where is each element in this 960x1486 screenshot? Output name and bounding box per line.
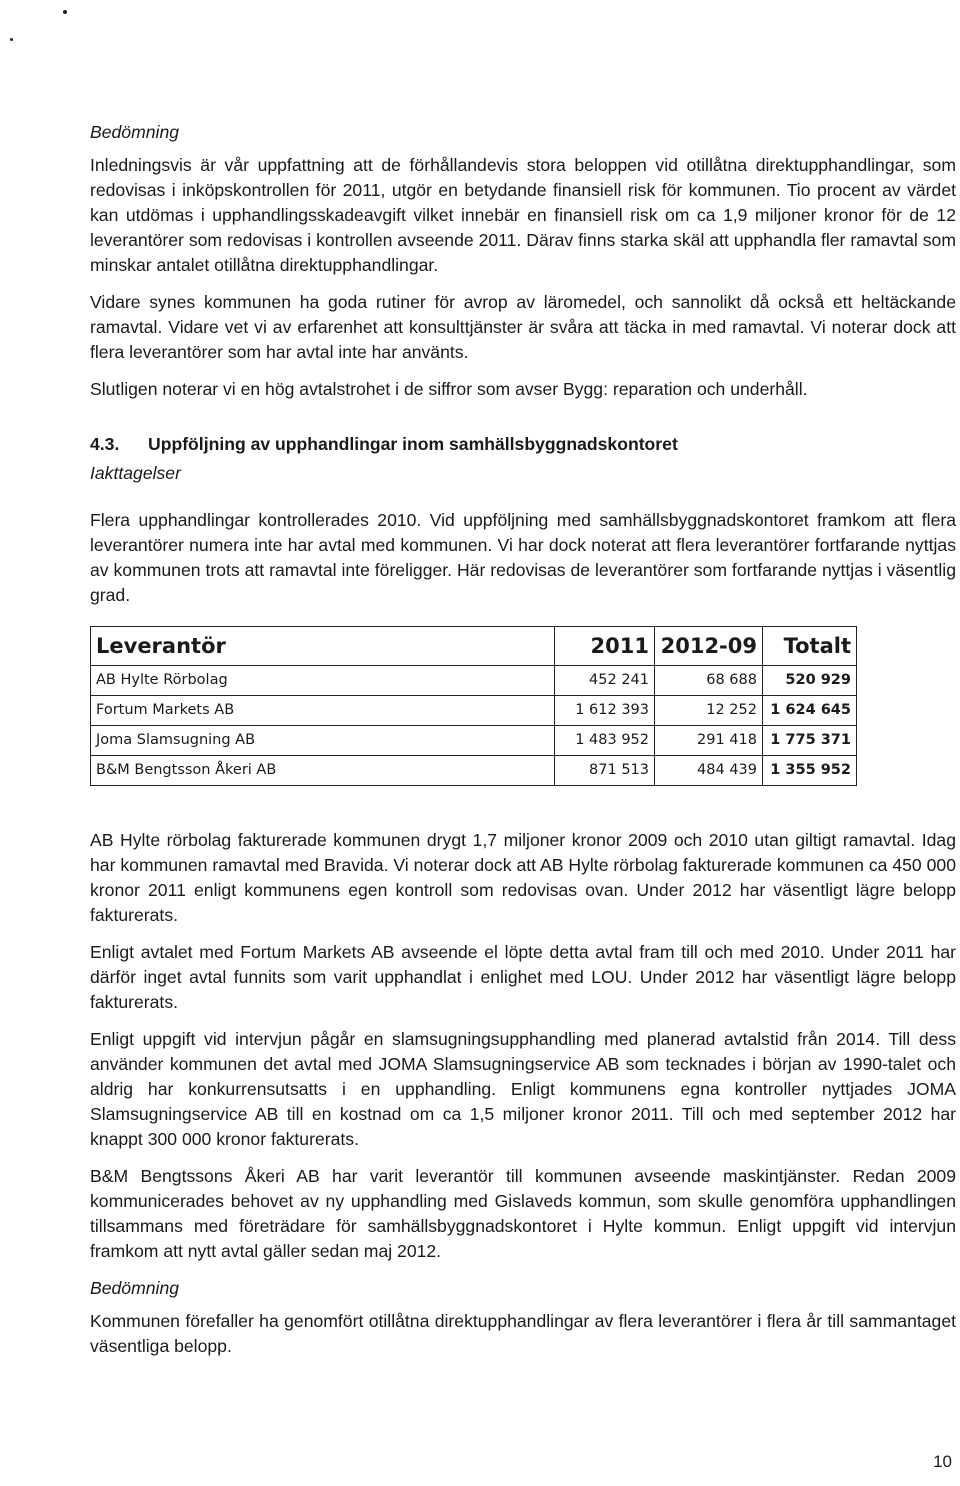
intro-paragraph-1: Inledningsvis är vår uppfattning att de förhållandevis stora beloppen vid otillåtna direktupphandlingar, som redovisas i inköpskontrollen för 2011, utgör en betydande finansiell risk för kommunen. Tio procent av värdet kan utdömas i upphandlingsskadeavgift vilket innebär en finansiell risk om ca 1,9 miljoner kronor för de 12 leverantörer som redovisas i kontrollen avseende 2011. Därav finns starka skäl att upphandla fler ramavtal som minskar antalet otillåtna direktupphandlingar. — [90, 155, 956, 275]
value-2012-09: 68 688 — [655, 666, 763, 696]
document-page — [90, 120, 956, 1371]
body-paragraph-bengtsson: B&M Bengtssons Åkeri AB har varit leverantör till kommunen avseende maskintjänster. Redan 2009 kommunicerades behovet av ny upphandling med Gislaveds kommun, som skulle genomföra upphandlingen tillsammans med företrädare för samhällsbyggnadskontoret i Hylte kommun. Enligt uppgift vid intervjun framkom att nytt avtal gäller sedan maj 2012. — [90, 1166, 956, 1261]
scan-dot-left — [10, 38, 13, 41]
value-2011: 871 513 — [555, 756, 655, 786]
supplier-name: AB Hylte Rörbolag — [91, 666, 555, 696]
supplier-name: Fortum Markets AB — [91, 696, 555, 726]
supplier-name: Joma Slamsugning AB — [91, 726, 555, 756]
value-total: 520 929 — [763, 666, 857, 696]
value-2011: 1 612 393 — [555, 696, 655, 726]
table-row — [91, 726, 857, 756]
section-intro-paragraph: Flera upphandlingar kontrollerades 2010. Vid uppföljning med samhällsbyggnadskontoret framkom att flera leverantörer numera inte har avtal med kommunen. Vi har dock noterat att flera leverantörer fortfarande nyttjas av kommunen trots att ramavtal inte föreligger. Här redovisas de leverantörer som fortfarande nyttjas i väsentlig grad. — [90, 510, 956, 605]
value-2012-09: 484 439 — [655, 756, 763, 786]
value-total: 1 775 371 — [763, 726, 857, 756]
supplier-name: B&M Bengtsson Åkeri AB — [91, 756, 555, 786]
table-header-row — [91, 627, 857, 666]
body-paragraph-fortum: Enligt avtalet med Fortum Markets AB avseende el löpte detta avtal fram till och med 2010. Under 2011 har därför inget avtal funnits som varit upphandlat i enlighet med LOU. Under 2012 har väsentligt lägre belopp fakturerats. — [90, 942, 956, 1012]
supplier-table — [90, 626, 857, 786]
body-paragraph-joma: Enligt uppgift vid intervjun pågår en slamsugningsupphandling med planerad avtalstid från 2014. Till dess använder kommunen det avtal med JOMA Slamsugningservice AB som tecknades i början av 1990-talet och aldrig har konkurrensutsatts i en upphandling. Enligt kommunens egna kontroller nyttjades JOMA Slamsugningservice AB till en kostnad om ca 1,5 miljoner kronor 2011. Till och med september 2012 har knappt 300 000 kronor fakturerats. — [90, 1029, 956, 1149]
section-number: 4.3. — [90, 434, 120, 454]
assessment-heading: Bedömning — [90, 1278, 180, 1298]
table-row — [91, 666, 857, 696]
header-2011: 2011 — [555, 627, 655, 666]
value-2011: 452 241 — [555, 666, 655, 696]
value-2011: 1 483 952 — [555, 726, 655, 756]
header-2012-09: 2012-09 — [655, 627, 763, 666]
value-total: 1 355 952 — [763, 756, 857, 786]
table-row — [91, 756, 857, 786]
intro-paragraph-3: Slutligen noterar vi en hög avtalstrohet i de siffror som avser Bygg: reparation och underhåll. — [90, 379, 808, 399]
header-supplier: Leverantör — [91, 627, 555, 666]
section-heading — [90, 432, 956, 457]
value-2012-09: 291 418 — [655, 726, 763, 756]
scan-dot-top — [63, 10, 67, 14]
intro-paragraph-2: Vidare synes kommunen ha goda rutiner för avrop av läromedel, och sannolikt då också ett heltäckande ramavtal. Vidare vet vi av erfarenhet att konsulttjänster är svåra att täcka in med ramavtal. Vi noterar dock att flera leverantörer som har avtal inte har använts. — [90, 292, 956, 362]
table-row — [91, 696, 857, 726]
value-2012-09: 12 252 — [655, 696, 763, 726]
assessment-paragraph: Kommunen förefaller ha genomfört otillåtna direktupphandlingar av flera leverantörer i flera år till sammantaget väsentliga belopp. — [90, 1311, 956, 1356]
section-title: Uppföljning av upphandlingar inom samhällsbyggnadskontoret — [148, 434, 678, 454]
body-paragraph-hylte: AB Hylte rörbolag fakturerade kommunen drygt 1,7 miljoner kronor 2009 och 2010 utan giltigt ramavtal. Idag har kommunen ramavtal med Bravida. Vi noterar dock att AB Hylte rörbolag fakturerade kommunen ca 450 000 kronor 2011 enligt kommunens egen kontroll som redovisas ovan. Under 2012 har väsentligt lägre belopp fakturerats. — [90, 830, 956, 925]
header-total: Totalt — [763, 627, 857, 666]
page-number: 10 — [933, 1452, 952, 1471]
value-total: 1 624 645 — [763, 696, 857, 726]
intro-heading: Bedömning — [90, 122, 180, 142]
observations-heading: Iakttagelser — [90, 463, 181, 483]
